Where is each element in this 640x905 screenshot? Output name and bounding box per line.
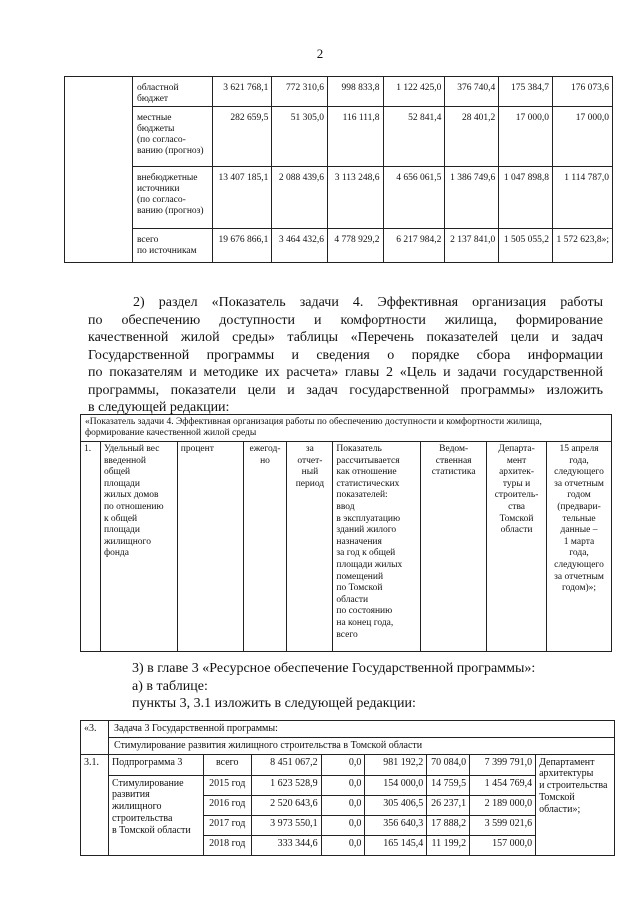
table-row xyxy=(81,721,615,738)
value-cell: 13 407 185,1 xyxy=(212,167,272,229)
value-cell: 17 000,0 xyxy=(553,107,613,167)
source-label: всего по источникам xyxy=(132,229,212,263)
value-cell: 8 451 067,2 xyxy=(251,754,321,775)
value-cell: 26 237,1 xyxy=(427,795,470,815)
subprogram-desc: Стимулирование развития жилищного строительства в Томской области xyxy=(108,775,203,855)
value-cell: 1 572 623,8»; xyxy=(553,229,613,263)
value-cell: 3 621 768,1 xyxy=(212,77,272,107)
paragraph-2: 2) раздел «Показатель задачи 4. Эффективная организация работы по обеспечению доступности и комфортности жилища, формирование качественной жилой среды» таблицы «Перечень показателей цели и задач Государственной программы и сведения о порядке сбора информации по показателям и методике их расчета» главы 2 «Цель и задачи государственной программы, показатели цели и задач государственной программы» изложить в следующей редакции: xyxy=(88,295,603,415)
value-cell: 7 399 791,0 xyxy=(470,754,536,775)
value-cell: 154 000,0 xyxy=(365,775,427,795)
subprogram-name: Подпрограмма 3 xyxy=(108,754,203,775)
value-cell: 3 599 021,6 xyxy=(470,815,536,835)
value-cell: 11 199,2 xyxy=(427,835,470,855)
value-cell: 51 305,0 xyxy=(272,107,328,167)
value-cell: 981 192,2 xyxy=(365,754,427,775)
value-cell: 2 137 841,0 xyxy=(445,229,499,263)
value-cell: 0,0 xyxy=(321,835,365,855)
value-cell: 4 778 929,2 xyxy=(327,229,383,263)
value-cell: 17 888,2 xyxy=(427,815,470,835)
value-cell: 116 111,8 xyxy=(327,107,383,167)
responsible-cell: Департа- мент архитек- туры и строитель- ства Томской области xyxy=(487,442,547,652)
value-cell: 2 520 643,6 xyxy=(251,795,321,815)
value-cell: 0,0 xyxy=(321,754,365,775)
table-row xyxy=(81,415,612,442)
value-cell: 52 841,4 xyxy=(383,107,445,167)
value-cell: 0,0 xyxy=(321,795,365,815)
value-cell: 3 113 248,6 xyxy=(327,167,383,229)
table-row xyxy=(81,754,615,775)
value-cell: 157 000,0 xyxy=(470,835,536,855)
year-cell: всего xyxy=(203,754,251,775)
resource-table xyxy=(80,720,615,856)
method-cell: Показатель рассчитывается как отношение статистических показателей: ввод в эксплуатацию зданий жилого назначения за год к общей площади жилых помещений по Томской области по состоянию на конец года, всего xyxy=(333,442,421,652)
value-cell: 772 310,6 xyxy=(272,77,328,107)
table-row xyxy=(81,775,615,795)
task-title: Задача 3 Государственной программы: xyxy=(108,721,614,738)
indicator-table-body xyxy=(81,415,612,652)
value-cell: 175 384,7 xyxy=(499,77,553,107)
value-cell: 19 676 866,1 xyxy=(212,229,272,263)
indicator-table xyxy=(80,414,612,652)
source-label: внебюджетные источники (по согласо- ванию (прогноз) xyxy=(132,167,212,229)
frequency-cell: ежегод- но xyxy=(243,442,287,652)
value-cell: 1 386 749,6 xyxy=(445,167,499,229)
source-label: областной бюджет xyxy=(132,77,212,107)
empty-cell xyxy=(65,77,133,263)
value-cell: 376 740,4 xyxy=(445,77,499,107)
value-cell: 1 047 898,8 xyxy=(499,167,553,229)
value-cell: 1 122 425,0 xyxy=(383,77,445,107)
value-cell: 2 189 000,0 xyxy=(470,795,536,815)
indicator-header: «Показатель задачи 4. Эффективная организация работы по обеспечению доступности и комфортности жилища, формирование качественной жилой среды xyxy=(81,415,612,442)
value-cell: 70 084,0 xyxy=(427,754,470,775)
value-cell: 305 406,5 xyxy=(365,795,427,815)
row-number: «3. xyxy=(81,721,109,755)
task-subtitle: Стимулирование развития жилищного строительства в Томской области xyxy=(108,737,614,754)
value-cell: 17 000,0 xyxy=(499,107,553,167)
table-row xyxy=(65,107,613,167)
value-cell: 333 344,6 xyxy=(251,835,321,855)
table-row xyxy=(65,229,613,263)
value-cell: 0,0 xyxy=(321,775,365,795)
value-cell: 1 505 055,2 xyxy=(499,229,553,263)
value-cell: 176 073,6 xyxy=(553,77,613,107)
table-row xyxy=(65,77,613,107)
year-cell: 2018 год xyxy=(203,835,251,855)
responsible-cell: Департамент архитектуры и строительства Томской области»; xyxy=(536,754,615,855)
indicator-name: Удельный вес введенной общей площади жилых домов по отношению к общей площади жилищного фонда xyxy=(100,442,177,652)
value-cell: 282 659,5 xyxy=(212,107,272,167)
funding-table-body xyxy=(65,77,613,263)
value-cell: 165 145,4 xyxy=(365,835,427,855)
row-number: 1. xyxy=(81,442,101,652)
value-cell: 1 114 787,0 xyxy=(553,167,613,229)
source-label: местные бюджеты (по согласо- ванию (прогноз) xyxy=(132,107,212,167)
value-cell: 3 464 432,6 xyxy=(272,229,328,263)
value-cell: 14 759,5 xyxy=(427,775,470,795)
unit-cell: процент xyxy=(177,442,243,652)
value-cell: 3 973 550,1 xyxy=(251,815,321,835)
resource-table-body xyxy=(81,721,615,856)
value-cell: 356 640,3 xyxy=(365,815,427,835)
value-cell: 0,0 xyxy=(321,815,365,835)
value-cell: 4 656 061,5 xyxy=(383,167,445,229)
table-row xyxy=(81,442,612,652)
value-cell: 998 833,8 xyxy=(327,77,383,107)
period-cell: за отчет- ный период xyxy=(287,442,333,652)
value-cell: 6 217 984,2 xyxy=(383,229,445,263)
paragraph-3: 3) в главе 3 «Ресурсное обеспечение Государственной программы»: а) в таблице: пункты 3, 3.1 изложить в следующей редакции: xyxy=(132,661,536,711)
year-cell: 2015 год xyxy=(203,775,251,795)
year-cell: 2017 год xyxy=(203,815,251,835)
value-cell: 1 454 769,4 xyxy=(470,775,536,795)
funding-sources-table xyxy=(64,76,613,263)
year-cell: 2016 год xyxy=(203,795,251,815)
page-number: 2 xyxy=(316,46,324,61)
value-cell: 2 088 439,6 xyxy=(272,167,328,229)
source-cell: Ведом- ственная статистика xyxy=(421,442,487,652)
value-cell: 28 401,2 xyxy=(445,107,499,167)
table-row xyxy=(65,167,613,229)
value-cell: 1 623 528,9 xyxy=(251,775,321,795)
deadline-cell: 15 апреля года, следующего за отчетным годом (предвари- тельные данные – 1 марта года, следующего за отчетным годом)»; xyxy=(547,442,612,652)
table-row xyxy=(81,737,615,754)
row-number: 3.1. xyxy=(81,754,109,855)
